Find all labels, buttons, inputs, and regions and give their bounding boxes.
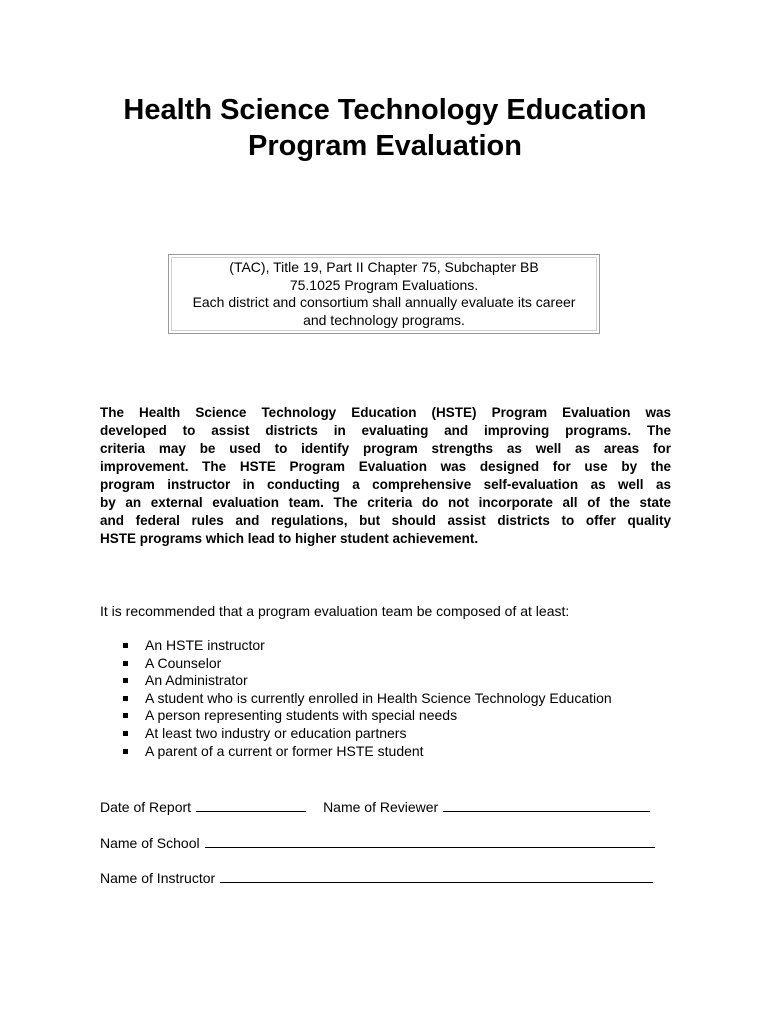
citation-line-2: 75.1025 Program Evaluations.: [289, 276, 479, 293]
team-member-list: [120, 637, 612, 760]
list-item: [120, 690, 612, 708]
list-item: [120, 743, 612, 761]
team-member-label: A person representing students with special needs: [145, 707, 458, 724]
name-of-instructor-label: Name of Instructor: [100, 870, 216, 886]
list-item: [120, 725, 612, 743]
name-of-instructor-field[interactable]: [220, 870, 653, 883]
citation-line-1: (TAC), Title 19, Part II Chapter 75, Subchapter BB: [229, 259, 539, 275]
list-item: [120, 707, 612, 725]
name-of-reviewer-label: Name of Reviewer: [323, 799, 439, 815]
instructor-row: [100, 870, 653, 886]
date-of-report-label: Date of Report: [100, 799, 192, 815]
intro-line: HSTE programs which lead to higher student achievement.: [100, 531, 479, 546]
square-bullet-icon: [123, 643, 128, 648]
list-item: [120, 637, 612, 655]
team-member-label: A Counselor: [145, 654, 222, 671]
citation-box: [168, 254, 600, 334]
list-item: [120, 655, 612, 673]
square-bullet-icon: [123, 678, 128, 683]
name-of-school-field[interactable]: [205, 835, 655, 848]
team-member-label: A parent of a current or former HSTE student: [145, 742, 424, 759]
title-line-2: Program Evaluation: [248, 130, 522, 162]
intro-line: program instructor in conducting a comprehensive self-evaluation as well as: [100, 477, 671, 492]
citation-line-4: and technology programs.: [303, 311, 465, 328]
square-bullet-icon: [123, 731, 128, 736]
square-bullet-icon: [123, 696, 128, 701]
report-reviewer-row: [100, 799, 650, 815]
square-bullet-icon: [123, 713, 128, 718]
list-item: [120, 672, 612, 690]
intro-line: developed to assist districts in evaluating and improving programs. The: [100, 423, 671, 438]
team-member-label: A student who is currently enrolled in Health Science Technology Education: [145, 689, 612, 706]
school-row: [100, 835, 655, 851]
name-of-school-label: Name of School: [100, 835, 200, 851]
team-member-label: An HSTE instructor: [145, 637, 265, 653]
intro-line: by an external evaluation team. The criteria do not incorporate all of the state: [100, 495, 671, 510]
team-member-label: At least two industry or education partners: [145, 724, 407, 741]
intro-line: improvement. The HSTE Program Evaluation was designed for use by the: [100, 459, 671, 474]
intro-paragraph: [100, 404, 671, 548]
team-member-label: An Administrator: [145, 672, 248, 689]
team-heading: It is recommended that a program evaluation team be composed of at least:: [100, 603, 570, 619]
intro-line: and federal rules and regulations, but should assist districts to offer quality: [100, 513, 671, 528]
title-line-1: Health Science Technology Education: [123, 94, 647, 126]
square-bullet-icon: [123, 749, 128, 754]
intro-line: The Health Science Technology Education (HSTE) Program Evaluation was: [100, 405, 671, 420]
date-of-report-field[interactable]: [196, 799, 306, 812]
citation-line-3: Each district and consortium shall annually evaluate its career: [192, 294, 576, 310]
intro-line: criteria may be used to identify program strengths as well as areas for: [100, 441, 671, 456]
document-title: [0, 92, 770, 164]
square-bullet-icon: [123, 661, 128, 666]
name-of-reviewer-field[interactable]: [443, 799, 650, 812]
